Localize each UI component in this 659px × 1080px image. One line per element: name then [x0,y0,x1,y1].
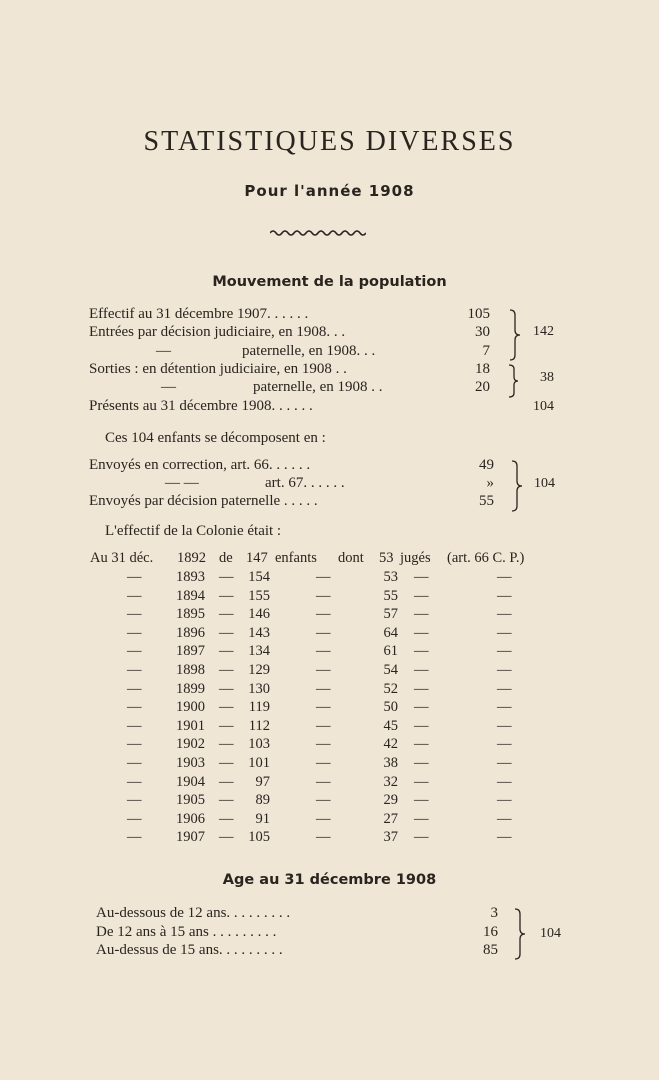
ditto-dash: — [156,343,171,359]
history-row [0,755,659,775]
ditto-dash: — [497,810,512,827]
ditto-dash: — [497,624,512,641]
history-count: 154 [248,569,270,585]
history-row [0,681,659,701]
ditto-dash: — [497,680,512,697]
ditto-dash: — [219,680,234,697]
ditto-dash: — — [165,475,199,491]
row-value: 85 [483,942,498,958]
history-year: 1895 [176,606,205,623]
row-value: 30 [475,324,490,340]
wavy-ornament [270,228,366,238]
ditto-dash: — [414,810,429,827]
row-label: Envoyés en correction, art. 66. . . . . . [89,457,311,473]
history-count: 155 [248,587,270,604]
history-count: 105 [248,829,270,846]
ditto-dash: — [316,569,331,585]
ditto-dash: — [219,606,234,623]
history-judged: 27 [383,810,398,827]
history-row [0,774,659,794]
ditto-dash: — [127,680,142,697]
ditto-dash: — [219,736,234,753]
row-label: Sorties : en détention judiciaire, en 1908 . . [89,361,347,377]
ditto-dash: — [497,699,512,716]
page-subtitle: Pour l'année 1908 [244,182,415,200]
row-label: Entrées par décision judiciaire, en 1908. . . [89,324,346,340]
history-row [0,811,659,831]
ditto-dash: — [219,587,234,604]
history-de: de [219,550,233,566]
history-row [0,643,659,663]
ditto-dash: — [161,379,176,395]
history-row [0,718,659,738]
history-judged: 32 [383,773,398,790]
history-count: 103 [248,736,270,753]
row-label: Présents au 31 décembre 1908. . . . . . [89,398,313,414]
ditto-dash: — [316,680,331,697]
ditto-dash: — [497,717,512,734]
row-label: Envoyés par décision paternelle . . . . . [89,493,318,509]
decomposition-intro: Ces 104 enfants se décomposent en : [105,430,326,446]
ditto-dash: — [127,624,142,641]
ditto-dash: — [497,643,512,660]
section-title-age: Age au 31 décembre 1908 [222,872,437,888]
page-title: STATISTIQUES DIVERSES [143,126,516,157]
decomposition-total: 104 [534,476,555,491]
history-prefix: Au 31 déc. [90,550,154,566]
ditto-dash: — [127,699,142,716]
ditto-dash: — [414,773,429,790]
ditto-dash: — [414,792,429,809]
ditto-dash: — [497,587,512,604]
history-year: 1899 [176,680,205,697]
row-value: 7 [482,343,490,359]
ditto-dash: — [497,736,512,753]
history-year: 1901 [176,717,205,734]
history-row [0,792,659,812]
ditto-dash: — [219,773,234,790]
history-year: 1904 [176,773,205,790]
history-count: 130 [248,680,270,697]
ditto-dash: — [219,792,234,809]
ditto-dash: — [127,662,142,678]
history-judged: 53 [379,550,394,566]
history-count: 97 [255,773,270,790]
history-count: 143 [248,624,270,641]
ditto-dash: — [414,717,429,734]
history-row [0,588,659,608]
ditto-dash: — [414,569,429,585]
brace-icon [508,460,524,512]
history-count: 129 [248,662,270,678]
ditto-dash: — [414,736,429,753]
section-title-population: Mouvement de la population [212,274,447,290]
history-row [0,550,659,570]
history-count: 112 [248,717,270,734]
history-judged: 54 [383,662,398,678]
ditto-dash: — [127,773,142,790]
row-value: 55 [479,493,494,509]
ditto-dash: — [316,624,331,641]
ditto-dash: — [219,755,234,771]
history-year: 1894 [176,587,205,604]
ditto-dash: — [414,755,429,771]
ditto-dash: — [414,606,429,623]
history-row [0,699,659,719]
ditto-dash: — [316,810,331,827]
ditto-dash: — [127,829,142,846]
history-row [0,736,659,756]
history-year: 1906 [176,810,205,827]
row-label: art. 67. . . . . . [265,475,345,491]
history-judged: 52 [383,680,398,697]
ditto-dash: — [127,717,142,734]
history-judged: 29 [383,792,398,809]
ditto-dash: — [414,829,429,846]
history-intro: L'effectif de la Colonie était : [105,523,282,539]
history-count: 134 [248,643,270,660]
ditto-dash: — [414,680,429,697]
ditto-dash: — [497,569,512,585]
history-juges: jugés [400,550,431,566]
history-row [0,625,659,645]
history-enfants: enfants [275,550,317,566]
history-judged: 64 [383,624,398,641]
ditto-dash: — [219,569,234,585]
history-year: 1900 [176,699,205,716]
ditto-dash: — [316,736,331,753]
history-judged: 57 [383,606,398,623]
history-year: 1905 [176,792,205,809]
ditto-dash: — [219,699,234,716]
ditto-dash: — [316,699,331,716]
row-value: 18 [475,361,490,377]
history-count: 147 [246,550,268,566]
history-count: 119 [248,699,270,716]
history-year: 1892 [177,550,206,566]
ditto-dash: — [127,569,142,585]
history-judged: 55 [383,587,398,604]
history-year: 1898 [176,662,205,678]
history-year: 1902 [176,736,205,753]
ditto-dash: — [316,755,331,771]
row-label: De 12 ans à 15 ans . . . . . . . . . [96,924,277,940]
history-judged: 53 [383,569,398,585]
ditto-dash: — [414,662,429,678]
ditto-dash: — [316,717,331,734]
history-judged: 45 [383,717,398,734]
row-value: 16 [483,924,498,940]
row-label: Au-dessous de 12 ans. . . . . . . . . [96,905,291,921]
ditto-dash: — [127,755,142,771]
history-year: 1893 [176,569,205,585]
total-present: 104 [533,399,554,414]
row-value: 49 [479,457,494,473]
history-row [0,662,659,682]
ditto-dash: — [127,587,142,604]
history-count: 91 [255,810,270,827]
row-value: 105 [467,306,490,322]
ditto-dash: — [414,587,429,604]
history-row [0,829,659,849]
history-article: (art. 66 C. P.) [447,550,525,566]
ditto-dash: — [127,643,142,660]
row-value: 3 [490,905,498,921]
ditto-dash: — [219,717,234,734]
total-entries: 142 [533,324,554,339]
row-label: paternelle, en 1908. . . [242,343,376,359]
ditto-dash: — [316,643,331,660]
history-dont: dont [338,550,364,566]
history-count: 89 [255,792,270,809]
ditto-dash: — [219,624,234,641]
brace-icon [506,309,522,361]
row-value: » [486,475,494,491]
history-year: 1907 [176,829,205,846]
ditto-dash: — [316,662,331,678]
ditto-dash: — [316,773,331,790]
brace-icon [506,364,520,398]
ditto-dash: — [497,755,512,771]
ditto-dash: — [497,773,512,790]
ditto-dash: — [127,792,142,809]
ditto-dash: — [219,643,234,660]
history-judged: 61 [383,643,398,660]
history-row [0,606,659,626]
row-value: 20 [475,379,490,395]
ditto-dash: — [127,736,142,753]
history-judged: 50 [383,699,398,716]
ditto-dash: — [316,792,331,809]
row-label: Au-dessus de 15 ans. . . . . . . . . [96,942,283,958]
history-judged: 42 [383,736,398,753]
brace-icon [511,908,527,960]
ditto-dash: — [219,662,234,678]
ditto-dash: — [127,810,142,827]
ditto-dash: — [497,606,512,623]
ditto-dash: — [316,606,331,623]
history-year: 1896 [176,624,205,641]
ditto-dash: — [497,792,512,809]
history-judged: 37 [383,829,398,846]
ditto-dash: — [219,810,234,827]
ditto-dash: — [414,699,429,716]
ditto-dash: — [316,829,331,846]
history-judged: 38 [383,755,398,771]
history-year: 1903 [176,755,205,771]
history-count: 101 [248,755,270,771]
history-row [0,569,659,589]
ditto-dash: — [219,829,234,846]
ditto-dash: — [316,587,331,604]
history-year: 1897 [176,643,205,660]
ditto-dash: — [414,624,429,641]
row-label: paternelle, en 1908 . . [253,379,383,395]
total-exits: 38 [540,370,554,385]
ditto-dash: — [414,643,429,660]
ditto-dash: — [127,606,142,623]
history-count: 146 [248,606,270,623]
age-total: 104 [540,926,561,941]
row-label: Effectif au 31 décembre 1907. . . . . . [89,306,309,322]
ditto-dash: — [497,829,512,846]
ditto-dash: — [497,662,512,678]
